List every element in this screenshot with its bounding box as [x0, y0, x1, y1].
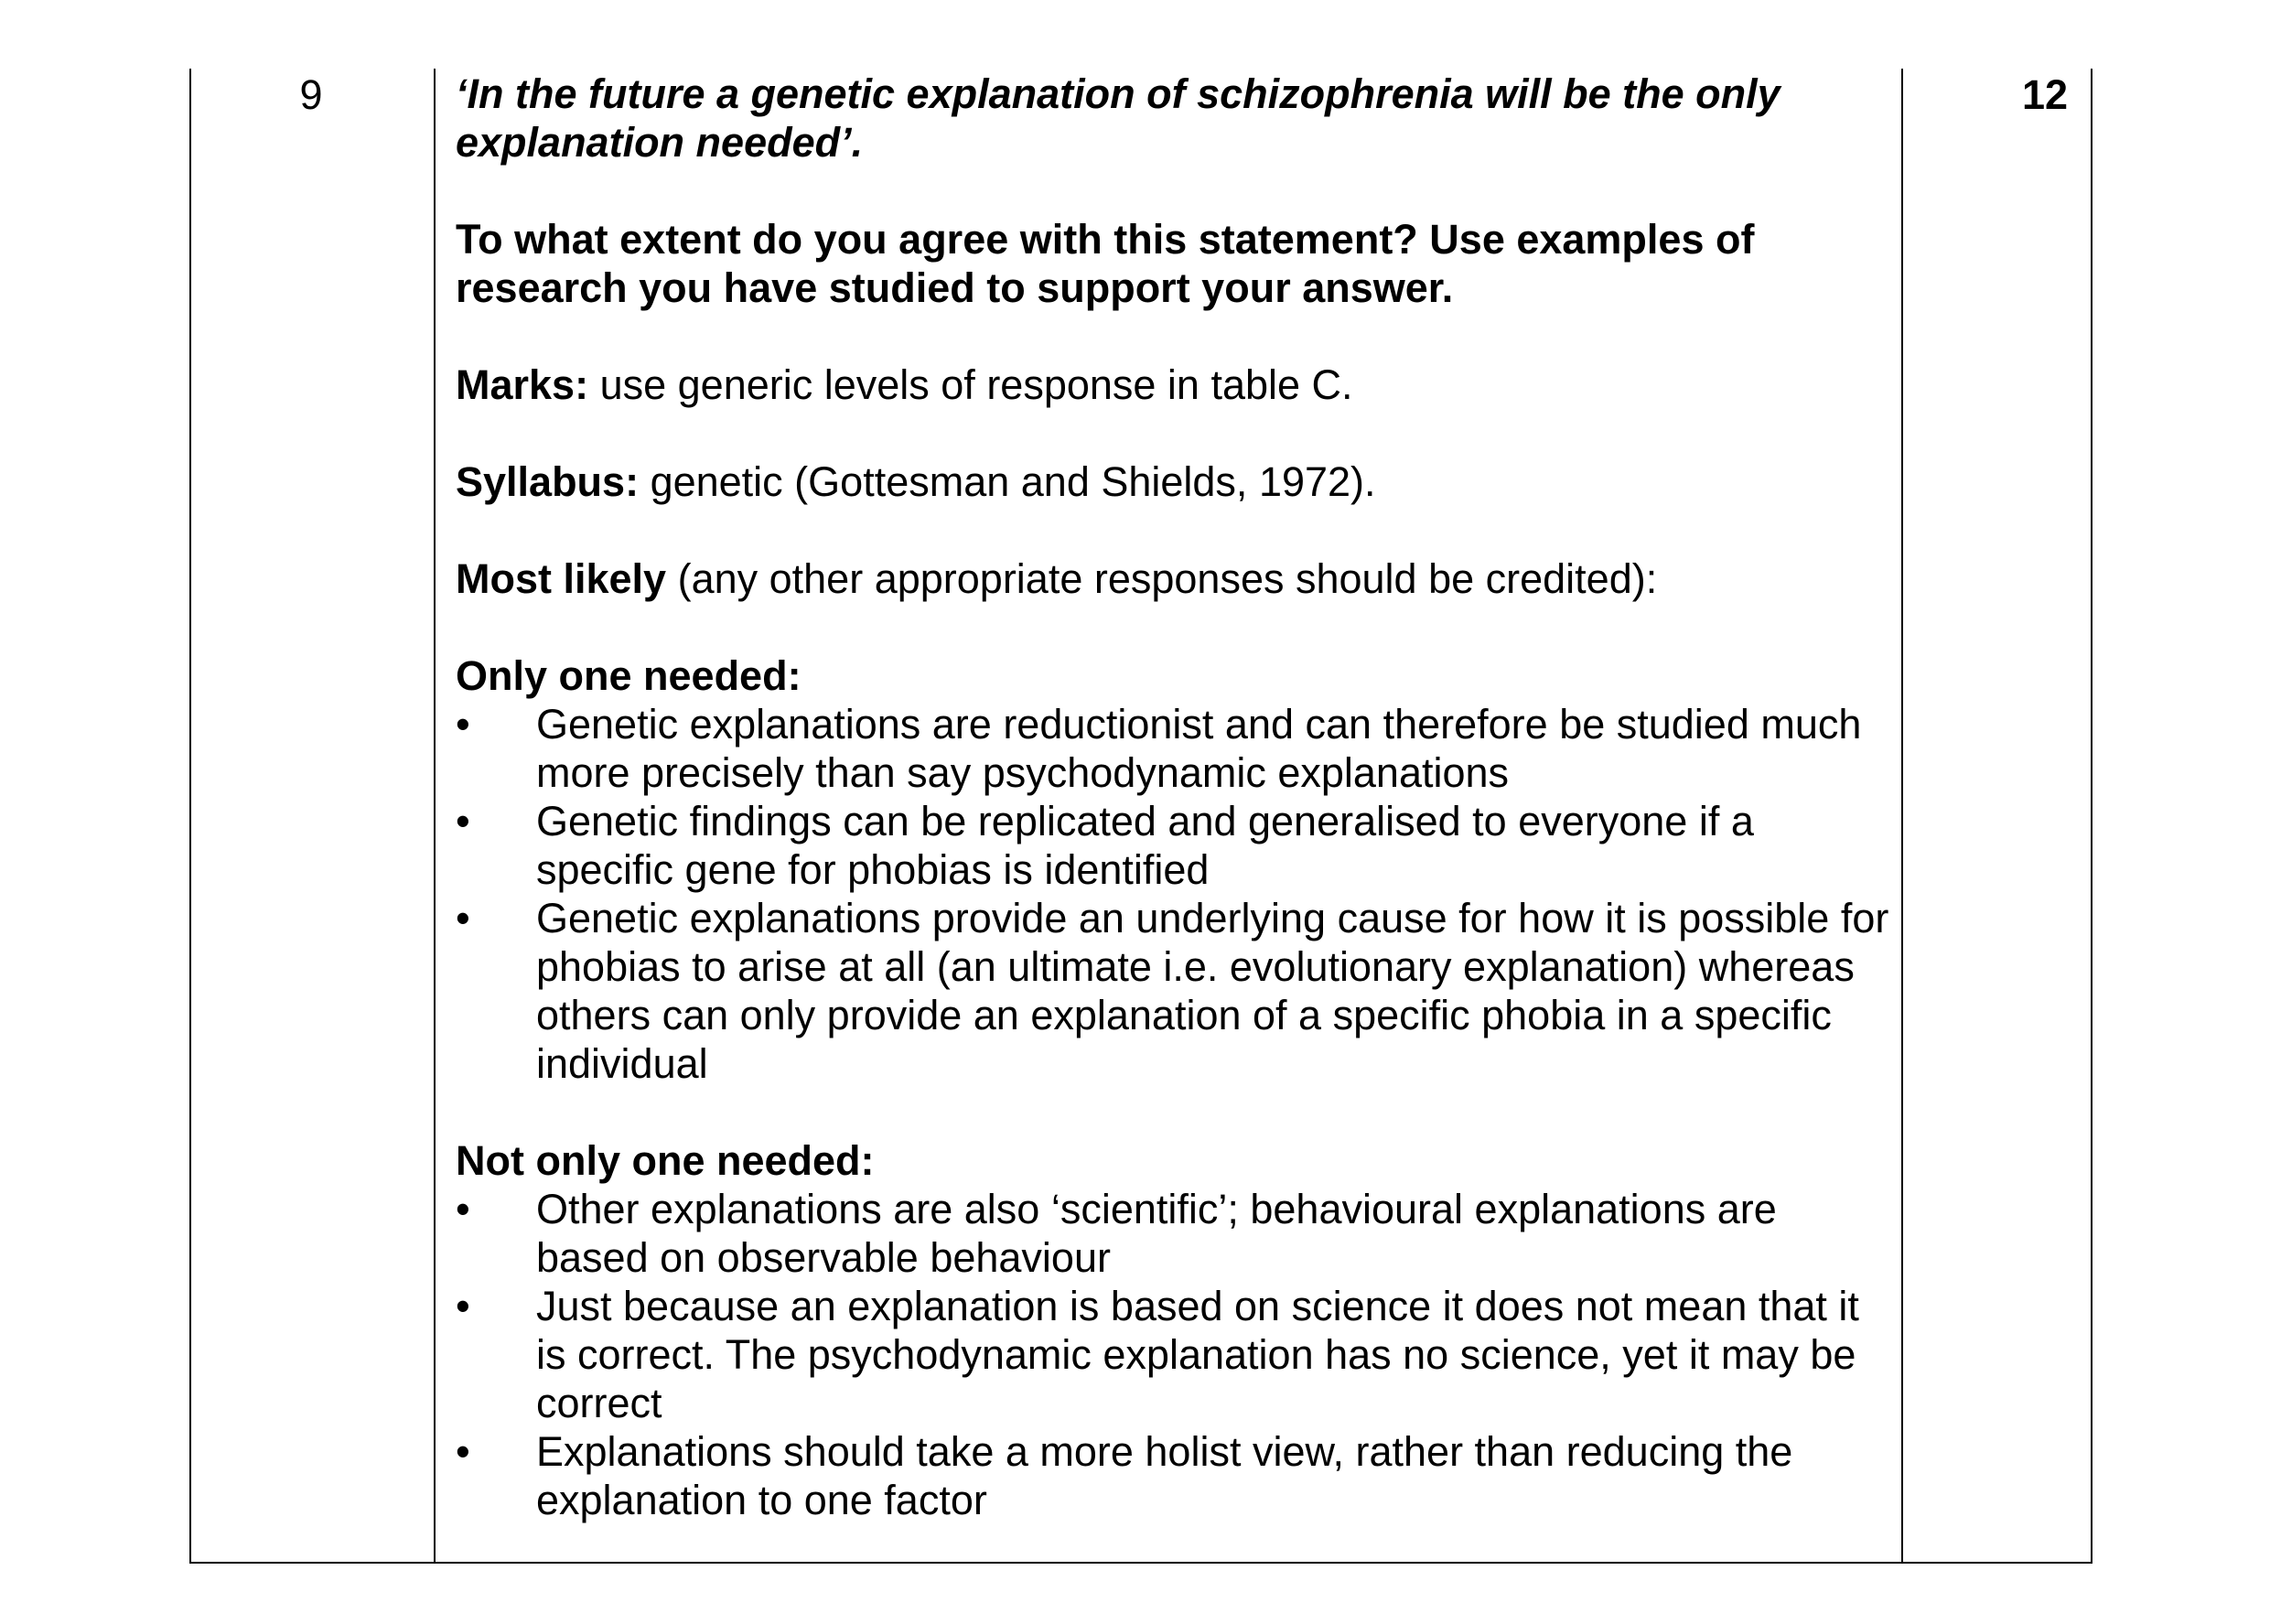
- table-border-right: [2091, 69, 2092, 1564]
- table-border-col3: [1901, 69, 1903, 1564]
- question-task: To what extent do you agree with this statement? Use examples of research you have studied to support your answer.: [456, 216, 1755, 311]
- list-item: • Genetic explanations provide an underlying cause for how it is possible for phobias to arise at all (an ultimate i.e. evolutionary explanation) whereas others can only provide an explanation of a specific phobia in a specific individual: [456, 894, 1892, 1088]
- most-likely-line: [456, 554, 1892, 603]
- question-marks: 12: [2021, 71, 2069, 118]
- question-number: 9: [299, 71, 323, 118]
- syllabus-label: Syllabus:: [456, 458, 640, 505]
- not-only-one-list: [456, 1185, 1892, 1524]
- marks-line: [456, 360, 1892, 409]
- most-likely-label: Most likely: [456, 555, 667, 602]
- syllabus-line: [456, 457, 1892, 506]
- most-likely-text: (any other appropriate responses should be credited):: [666, 555, 1658, 602]
- list-item: • Genetic findings can be replicated and generalised to everyone if a specific gene for phobias is identified: [456, 797, 1892, 894]
- list-item: • Just because an explanation is based on science it does not mean that it is correct. The psychodynamic explanation has no science, yet it may be correct: [456, 1282, 1892, 1427]
- marks-text: use generic levels of response in table C.: [588, 361, 1353, 408]
- not-only-one-heading: Not only one needed:: [456, 1137, 875, 1184]
- syllabus-text: genetic (Gottesman and Shields, 1972).: [639, 458, 1376, 505]
- list-item: • Other explanations are also ‘scientific’; behavioural explanations are based on observable behaviour: [456, 1185, 1892, 1282]
- list-item: • Explanations should take a more holist view, rather than reducing the explanation to one factor: [456, 1427, 1892, 1524]
- only-one-list: [456, 700, 1892, 1088]
- list-item: • Genetic explanations are reductionist and can therefore be studied much more precisely than say psychodynamic explanations: [456, 700, 1892, 797]
- table-border-left: [189, 69, 191, 1564]
- only-one-heading: Only one needed:: [456, 652, 801, 699]
- question-quote: ‘In the future a genetic explanation of schizophrenia will be the only explanation needed’.: [456, 70, 1780, 166]
- mark-scheme-content: [456, 70, 1892, 1524]
- table-border-bottom: [189, 1562, 2092, 1564]
- table-border-col2: [434, 69, 436, 1564]
- marks-label: Marks:: [456, 361, 589, 408]
